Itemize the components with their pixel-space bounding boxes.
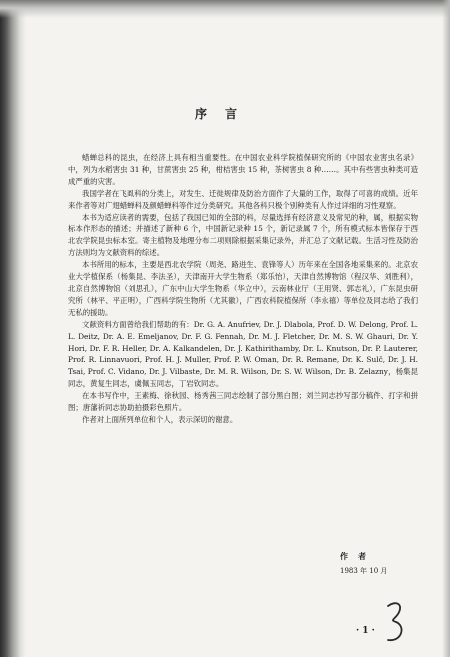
preface-body	[68, 152, 418, 426]
page-number: · 1 ·	[356, 626, 375, 636]
paragraph-6: 在本书写作中，王素梅、徐秋园、杨秀茜三同志绘制了部分黑白图；刘兰同志抄写部分稿件、打字和拼图；唐藩祈同志协助拍摄彩色照片。	[68, 391, 418, 413]
paragraph-5: 文献资料方面曾给我们帮助的有：Dr. G. A. Anufriev, Dr. J. Dlabola, Prof. D. W. Delong, Prof. L. L. Deitz, Dr. A. E. Emeljanov, Dr. F. G. Fennah, Dr. M. J. Fletcher, Dr. M. S. W. Ghauri, Dr. Y. Hori, Dr. F. R. Heller, Dr. A. Kalkandelen, Dr. J. Kathirithamby, Dr. L. Knutson, Dr. P. Lauterer, Prof. R. Linnavuori, Prof. H. J. Muller, Prof. P. W. Oman, Dr. R. Remane, Dr. K. Sulč, Dr. J. H. Tsai, Prof. C. Vidano, Dr. J. Vilbaste, Dr. M. R. Wilson, Dr. S. W. Wilson, Dr. B. Zelazny，杨集昆同志，黄复生同志，虞佩玉同志，丁岩钦同志。	[68, 319, 418, 389]
handwritten-mark-icon	[384, 600, 408, 646]
paragraph-3: 本书为适应读者的需要，包括了我国已知的全部的科，尽量选择有经济意义及常见的种，属，根据实物标本作形态的描述；并描述了新种 6 个，中国新记录种 15 个，新记录属 7 个，所有模式标本皆保存于西北农学院昆虫标本室。寄主植物及地理分布二项则除根据采集记录外，并汇总了文献记载。生活习性及防治方法则均为文献资料的综述。	[68, 212, 418, 258]
author-signature: 作者	[340, 551, 376, 561]
paragraph-2: 我国学者在飞虱科的分类上，对发生、迁徙规律及防治方面作了大量的工作，取得了可喜的成绩。近年来作者等对广翅蜡蝉科及颜蜡蝉科等作过分类研究。其他各科只极个别种类有人作过详细的习性观察。	[68, 188, 418, 210]
scan-shadow-right	[442, 0, 450, 657]
paragraph-1: 蜡蝉总科的昆虫，在经济上具有相当重要性。在中国农业科学院植保研究所的《中国农业害虫名录》中，列为水稻害虫 31 种，甘蔗害虫 25 种，柑桔害虫 15 种，茶树害虫 8 种……。其中有些害虫种类可造成严重的灾害。	[68, 153, 418, 186]
page-title: 序言	[194, 107, 255, 121]
paragraph-7: 作者对上面所列单位和个人，表示深切的谢意。	[82, 414, 238, 424]
scan-shadow-left	[0, 0, 26, 657]
scan-shadow-top	[0, 0, 450, 18]
paragraph-4: 本书所用的标本，主要是西北农学院（周尧、路进生、袁锋等人）历年来在全国各地采集来的。北京农业大学植保系（杨集昆、李法圣），天津南开大学生物系（郑乐怡），天津自然博物馆（程汉华、刘胜利），北京自然博物馆（刘思孔），广东中山大学生物系（华立中），云南林业厅（王用贤、郭志礼），广东昆虫研究所（林平、平正明），广西科学院生物所（尤其徽），广西农科院植保所（李永禧）等单位及同志给了我们无私的援助。	[68, 260, 418, 317]
date-line: 1983 年 10 月	[340, 567, 388, 575]
